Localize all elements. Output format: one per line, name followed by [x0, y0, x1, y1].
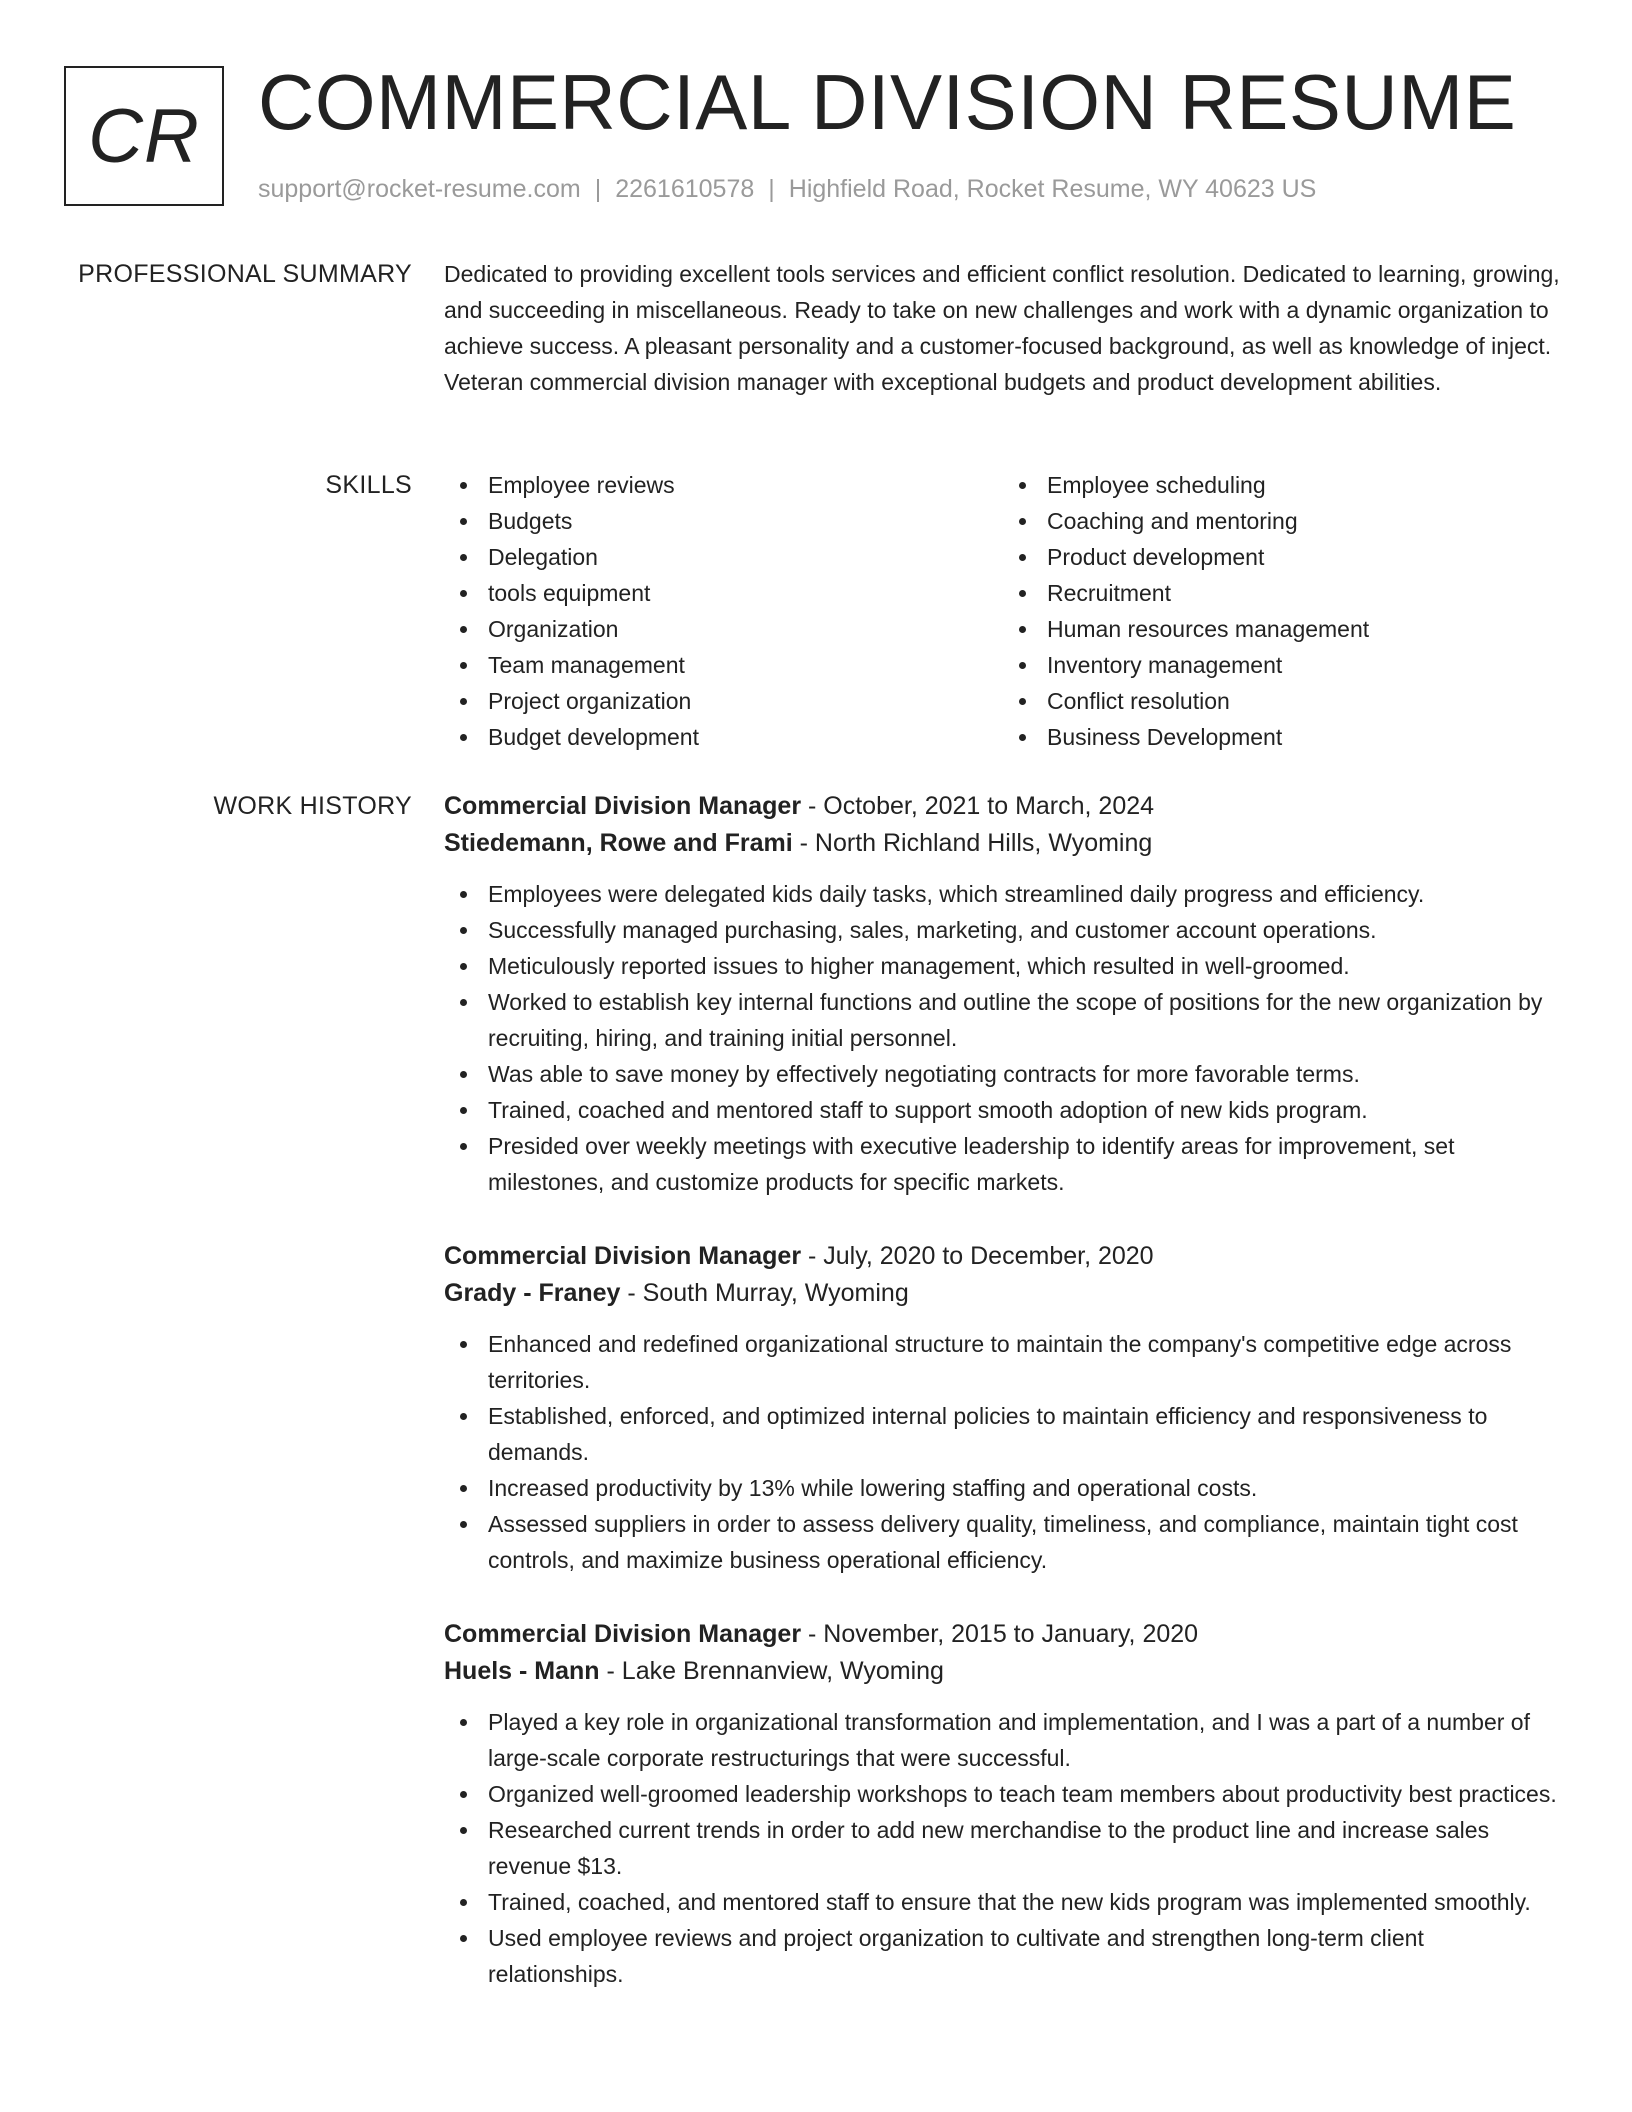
- job-entry: [444, 1616, 1562, 1992]
- job-location: - North Richland Hills, Wyoming: [792, 829, 1153, 857]
- section-label-skills: SKILLS: [325, 471, 412, 499]
- skill-item: Delegation: [488, 539, 1003, 575]
- job-bullet: Employees were delegated kids daily tasks, which streamlined daily progress and efficiency.: [488, 876, 1562, 912]
- job-company-line: [444, 1653, 1562, 1690]
- job-bullet: Trained, coached, and mentored staff to ensure that the new kids program was implemented smoothly.: [488, 1884, 1562, 1920]
- skill-item: Employee scheduling: [1047, 467, 1562, 503]
- job-bullet: Meticulously reported issues to higher management, which resulted in well-groomed.: [488, 948, 1562, 984]
- section-label-work-history: WORK HISTORY: [213, 792, 412, 820]
- monogram-badge: CR: [64, 66, 224, 206]
- skills-body: [444, 467, 1562, 755]
- skill-item: Recruitment: [1047, 575, 1562, 611]
- job-bullet: Successfully managed purchasing, sales, marketing, and customer account operations.: [488, 912, 1562, 948]
- job-title-line: [444, 1238, 1562, 1275]
- skills-columns: [444, 467, 1562, 755]
- job-bullet: Worked to establish key internal functions and outline the scope of positions for the new organization by recruiting, hiring, and training initial personnel.: [488, 984, 1562, 1056]
- job-company: Grady - Franey: [444, 1279, 621, 1307]
- work-history-body: [444, 788, 1562, 1992]
- skill-item: Conflict resolution: [1047, 683, 1562, 719]
- job-title: Commercial Division Manager: [444, 1620, 802, 1648]
- resume-title: COMMERCIAL DIVISION RESUME: [258, 58, 1517, 146]
- job-bullet: Researched current trends in order to add new merchandise to the product line and increase sales revenue $13.: [488, 1812, 1562, 1884]
- job-entry: [444, 1238, 1562, 1578]
- skill-item: Project organization: [488, 683, 1003, 719]
- skills-list-left: [444, 467, 1003, 755]
- job-company-line: [444, 825, 1562, 862]
- skill-item: Organization: [488, 611, 1003, 647]
- job-title: Commercial Division Manager: [444, 792, 802, 820]
- job-bullet: Trained, coached and mentored staff to support smooth adoption of new kids program.: [488, 1092, 1562, 1128]
- job-bullet: Assessed suppliers in order to assess delivery quality, timeliness, and compliance, maintain tight cost controls, and maximize business operational efficiency.: [488, 1506, 1562, 1578]
- job-bullet-list: [444, 1704, 1562, 1992]
- job-bullet: Increased productivity by 13% while lowering staffing and operational costs.: [488, 1470, 1562, 1506]
- job-title-line: [444, 788, 1562, 825]
- job-bullet-list: [444, 876, 1562, 1200]
- contact-separator: |: [768, 175, 775, 203]
- skill-item: tools equipment: [488, 575, 1003, 611]
- summary-text: Dedicated to providing excellent tools services and efficient conflict resolution. Dedicated to learning, growing, and succeeding in miscellaneous. Ready to take on new challenges and work with a dynamic organization to achieve success. A pleasant personality and a customer-focused background, as well as knowledge of inject. Veteran commercial division manager with exceptional budgets and product development abilities.: [444, 261, 1560, 395]
- skill-item: Inventory management: [1047, 647, 1562, 683]
- skill-item: Product development: [1047, 539, 1562, 575]
- skill-item: Human resources management: [1047, 611, 1562, 647]
- summary-body: [444, 256, 1562, 400]
- job-bullet: Played a key role in organizational transformation and implementation, and I was a part of a number of large-scale corporate restructurings that were successful.: [488, 1704, 1562, 1776]
- job-dates: - July, 2020 to December, 2020: [801, 1242, 1154, 1270]
- job-company: Huels - Mann: [444, 1657, 600, 1685]
- job-location: - Lake Brennanview, Wyoming: [599, 1657, 944, 1685]
- job-title: Commercial Division Manager: [444, 1242, 802, 1270]
- skill-item: Coaching and mentoring: [1047, 503, 1562, 539]
- contact-line: [258, 172, 1316, 206]
- job-bullet: Enhanced and redefined organizational structure to maintain the company's competitive edge across territories.: [488, 1326, 1562, 1398]
- skills-list-right: [1003, 467, 1562, 755]
- skill-item: Employee reviews: [488, 467, 1003, 503]
- job-entry: [444, 788, 1562, 1200]
- job-bullet: Presided over weekly meetings with executive leadership to identify areas for improvement, set milestones, and customize products for specific markets.: [488, 1128, 1562, 1200]
- skill-item: Business Development: [1047, 719, 1562, 755]
- job-bullet: Used employee reviews and project organization to cultivate and strengthen long-term client relationships.: [488, 1920, 1562, 1992]
- job-company-line: [444, 1275, 1562, 1312]
- job-bullet-list: [444, 1326, 1562, 1578]
- contact-address: Highfield Road, Rocket Resume, WY 40623 US: [788, 175, 1317, 203]
- contact-phone[interactable]: 2261610578: [615, 175, 755, 203]
- skill-item: Budgets: [488, 503, 1003, 539]
- job-bullet: Organized well-groomed leadership workshops to teach team members about productivity best practices.: [488, 1776, 1562, 1812]
- section-label-summary: PROFESSIONAL SUMMARY: [78, 260, 412, 288]
- job-location: - South Murray, Wyoming: [620, 1279, 909, 1307]
- job-title-line: [444, 1616, 1562, 1653]
- skill-item: Team management: [488, 647, 1003, 683]
- contact-email[interactable]: support@rocket-resume.com: [258, 175, 581, 203]
- job-dates: - November, 2015 to January, 2020: [801, 1620, 1199, 1648]
- job-company: Stiedemann, Rowe and Frami: [444, 829, 793, 857]
- job-bullet: Was able to save money by effectively negotiating contracts for more favorable terms.: [488, 1056, 1562, 1092]
- job-bullet: Established, enforced, and optimized internal policies to maintain efficiency and responsiveness to demands.: [488, 1398, 1562, 1470]
- skill-item: Budget development: [488, 719, 1003, 755]
- contact-separator: |: [594, 175, 602, 203]
- job-dates: - October, 2021 to March, 2024: [801, 792, 1155, 820]
